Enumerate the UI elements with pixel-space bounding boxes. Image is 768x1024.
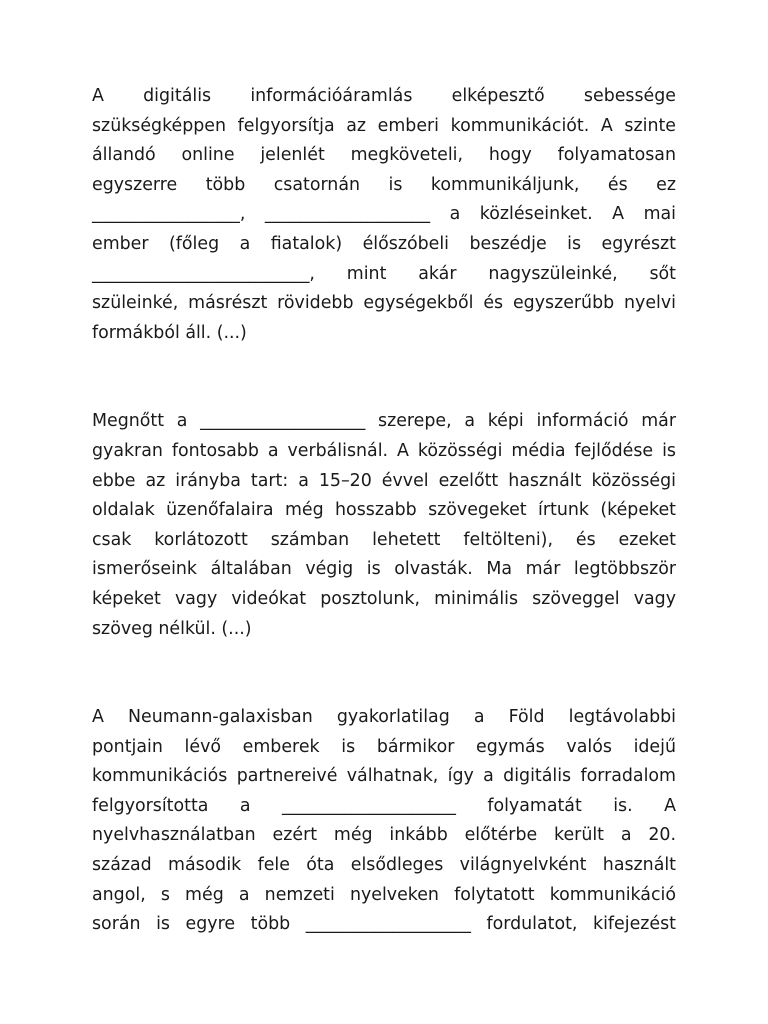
text-line-with-blank: során is egyre több ___________________ fordulatot, kifejezést: [92, 914, 676, 935]
text-line: A Neumann-galaxisban gyakorlatilag a Föld legtávolabbi: [92, 707, 676, 728]
text-line: század második fele óta elsődleges világnyelvként használt: [92, 855, 676, 876]
text-line: pontjain lévő emberek is bármikor egymás valós idejű: [92, 736, 676, 757]
text-line: formákból áll. (...): [92, 322, 247, 343]
text-line: szöveg nélkül. (...): [92, 618, 252, 639]
text-line: állandó online jelenlét megköveteli, hogy folyamatosan: [92, 145, 676, 166]
text-line: egyszerre több csatornán is kommunikáljunk, és ez: [92, 174, 676, 195]
text-line: gyakran fontosabb a verbálisnál. A közösségi média fejlődése is: [92, 440, 676, 461]
text-line-with-blanks: _________________, ___________________ a közléseinket. A mai: [92, 204, 676, 225]
paragraph-3: [92, 703, 676, 940]
text-line-with-blank: felgyorsította a ____________________ folyamatát is. A: [92, 795, 676, 816]
text-line: ebbe az irányba tart: a 15–20 évvel ezelőtt használt közösségi: [92, 470, 676, 491]
text-line: kommunikációs partnereivé válhatnak, így a digitális forradalom: [92, 766, 676, 787]
paragraph-2: [92, 407, 676, 644]
document-page: [92, 82, 676, 940]
text-line: ember (főleg a fiatalok) élőszóbeli beszédje is egyrészt: [92, 233, 676, 254]
text-line: szükségképpen felgyorsítja az emberi kommunikációt. A szinte: [92, 115, 676, 136]
text-line-with-blank: Megnőtt a ___________________ szerepe, a képi információ már: [92, 411, 676, 432]
text-line: oldalak üzenőfalaira még hosszabb szövegeket írtunk (képeket: [92, 500, 676, 521]
text-line: ismerőseink általában végig is olvasták. Ma már legtöbbször: [92, 559, 676, 580]
paragraph-spacer: [92, 644, 676, 703]
text-line: A digitális információáramlás elképesztő sebessége: [92, 86, 676, 106]
text-line: szüleinké, másrészt rövidebb egységekből és egyszerűbb nyelvi: [92, 293, 676, 314]
paragraph-spacer: [92, 348, 676, 407]
paragraph-1: [92, 82, 676, 348]
text-line: csak korlátozott számban lehetett feltölteni), és ezeket: [92, 529, 676, 550]
text-line: angol, s még a nemzeti nyelveken folytatott kommunikáció: [92, 884, 676, 905]
text-line: képeket vagy videókat posztolunk, minimális szöveggel vagy: [92, 588, 676, 609]
text-line: nyelvhasználatban ezért még inkább előtérbe került a 20.: [92, 825, 676, 846]
text-line-with-blank: _________________________, mint akár nagyszüleinké, sőt: [92, 263, 676, 284]
